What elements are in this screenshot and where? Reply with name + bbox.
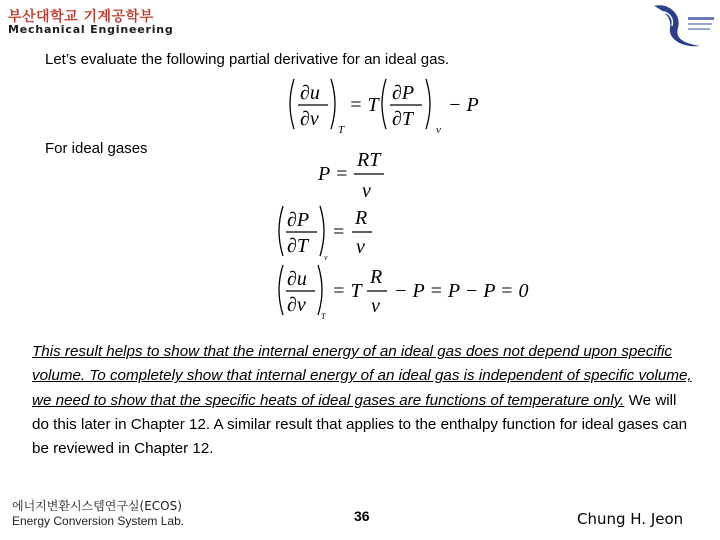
eq1-tail: − P — [448, 94, 479, 116]
author-name: Chung H. Jeon — [577, 510, 684, 528]
eq4-lhs-denominator: ∂v — [287, 294, 306, 316]
eq3-lhs-numerator: ∂P — [287, 209, 310, 231]
eq2-numerator: RT — [357, 149, 381, 171]
intro-text: Let’s evaluate the following partial derivative for an ideal gas. — [45, 51, 450, 68]
equation-dp-dt — [275, 203, 380, 268]
eq3-equals: = — [333, 221, 345, 243]
eq1-rhs-numerator: ∂P — [392, 82, 415, 104]
eq3-lhs-denominator: ∂T — [287, 235, 309, 257]
explanation-rest-text: We will do this later in Chapter 12. A similar result that applies to the enthalpy function for ideal gases can be reviewed in Chapter 12. — [32, 391, 688, 458]
university-department-korean: 부산대학교 기계공학부 — [8, 9, 154, 25]
eq1-lhs-subscript: T — [338, 124, 345, 136]
university-logo — [648, 0, 718, 50]
eq4-lhs-numerator: ∂u — [287, 268, 307, 290]
for-ideal-gases-text: For ideal gases — [45, 140, 148, 157]
eq1-lhs-numerator: ∂u — [300, 82, 320, 104]
eq2-lhs: P = — [318, 163, 349, 185]
eq1-lhs-denominator: ∂v — [300, 108, 319, 130]
equation-partial-derivative — [285, 75, 500, 142]
lab-name-english: Energy Conversion System Lab. — [12, 514, 185, 528]
page-number: 36 — [354, 508, 370, 524]
eq3-denominator: v — [356, 236, 365, 258]
eq4-lhs-subscript: T — [321, 312, 326, 321]
eq4-equals-t: = T — [332, 280, 362, 302]
eq2-denominator: v — [362, 180, 371, 202]
eq1-rhs-denominator: ∂T — [392, 108, 414, 130]
eq3-numerator: R — [355, 207, 368, 229]
lab-name-korean: 에너지변환시스템연구실(ECOS) — [12, 499, 182, 513]
eq4-denominator: v — [371, 295, 380, 317]
equation-du-dv-result — [275, 262, 529, 327]
eq1-rhs-subscript: v — [436, 124, 441, 136]
eq4-numerator: R — [370, 266, 383, 288]
eq3-lhs-subscript: v — [324, 253, 328, 262]
eq4-tail: − P = P − P = 0 — [394, 280, 529, 302]
eq1-equals-t: = T — [349, 94, 379, 116]
explanation-underlined-text: This result helps to show that the internal energy of an ideal gas does not depend upon specific volume. To completely show that internal energy of an ideal gas is independent of specific volume, we need to show that the specific heats of ideal gases are functions of temperature only. — [32, 343, 692, 409]
equation-ideal-gas-law — [318, 148, 398, 208]
department-english: Mechanical Engineering — [8, 23, 174, 36]
explanation-paragraph — [32, 340, 692, 461]
